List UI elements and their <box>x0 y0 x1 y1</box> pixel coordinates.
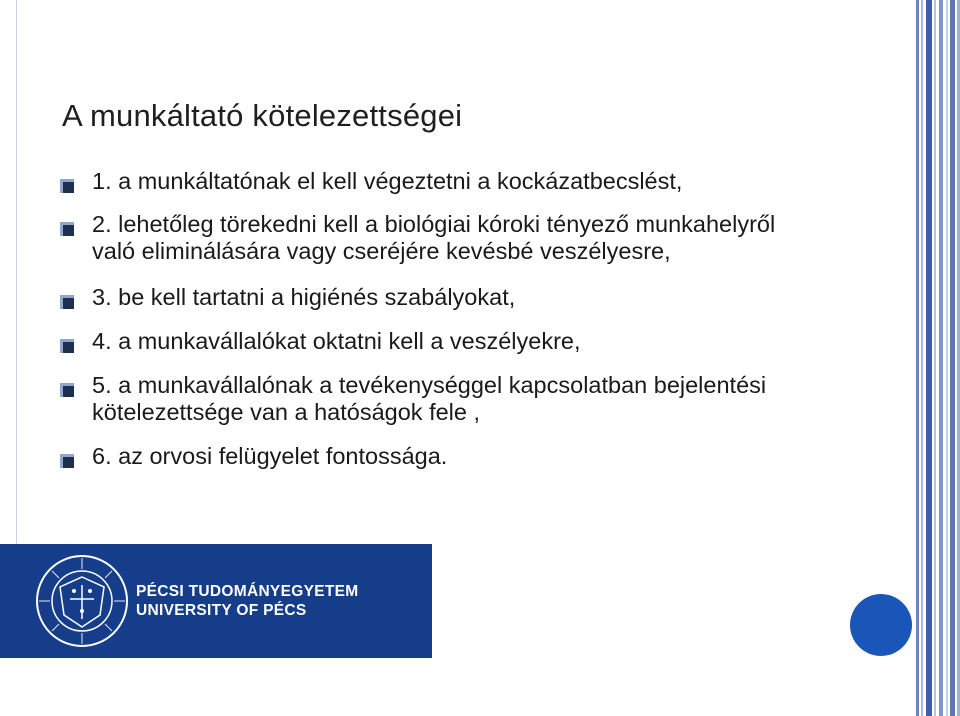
bullet-text: 1. a munkáltatónak el kell végeztetni a kockázatbecslést, <box>92 168 683 194</box>
bullet-text: 5. a munkavállalónak a tevékenységgel kapcsolatban bejelentési kötelezettsége van a hatóságok fele , <box>92 372 767 425</box>
university-seal-icon <box>34 553 130 649</box>
square-bullet-icon <box>60 454 74 468</box>
bullet-text: 6. az orvosi felügyelet fontossága. <box>92 443 448 469</box>
university-name-en: UNIVERSITY OF PÉCS <box>136 602 307 619</box>
bullet-text: 4. a munkavállalókat oktatni kell a veszélyekre, <box>92 328 581 354</box>
slide-title: A munkáltató kötelezettségei <box>62 98 463 133</box>
list-item <box>60 372 820 426</box>
list-item <box>60 328 820 355</box>
left-border-line <box>16 0 17 544</box>
square-bullet-icon <box>60 179 74 193</box>
square-bullet-icon <box>60 222 74 236</box>
university-name-hu: PÉCSI TUDOMÁNYEGYETEM <box>136 583 359 600</box>
square-bullet-icon <box>60 339 74 353</box>
list-item <box>60 284 820 311</box>
bullet-text: 2. lehetőleg törekedni kell a biológiai kóroki tényező munkahelyről való eliminálására vagy cseréjére kevésbé veszélyesre, <box>92 211 776 264</box>
list-item <box>60 211 820 265</box>
decorative-circle <box>850 594 912 656</box>
right-edge-stripes <box>916 0 960 716</box>
list-item <box>60 168 820 195</box>
bullet-list <box>60 168 820 470</box>
square-bullet-icon <box>60 295 74 309</box>
university-name <box>136 582 358 620</box>
list-item <box>60 443 820 470</box>
bullet-text: 3. be kell tartatni a higiénés szabályokat, <box>92 284 516 310</box>
square-bullet-icon <box>60 383 74 397</box>
